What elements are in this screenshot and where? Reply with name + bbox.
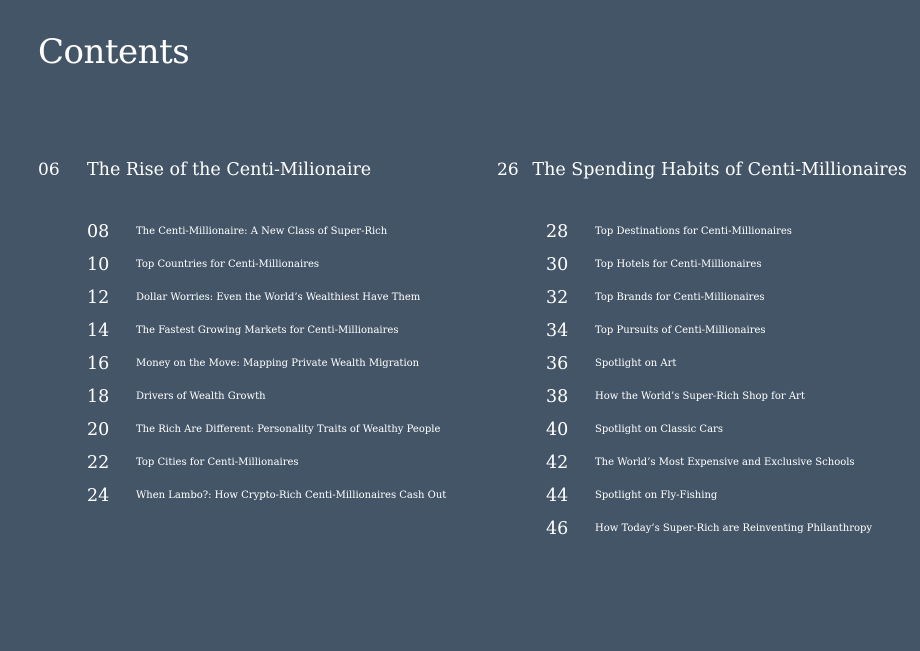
- entry-page-number: 34: [546, 320, 569, 341]
- entry-page-number: 16: [87, 353, 110, 374]
- page-title: Contents: [38, 32, 190, 72]
- entry-title: The World’s Most Expensive and Exclusive Schools: [595, 457, 855, 468]
- entry-title: Top Destinations for Centi-Millionaires: [595, 226, 792, 237]
- entry-page-number: 20: [87, 419, 110, 440]
- entry-page-number: 30: [546, 254, 569, 275]
- toc-entry[interactable]: [546, 512, 907, 545]
- entry-title: Top Brands for Centi-Millionaires: [595, 292, 765, 303]
- entry-page-number: 10: [87, 254, 110, 275]
- toc-entry[interactable]: [546, 413, 907, 446]
- entry-title: Spotlight on Art: [595, 358, 677, 369]
- entry-title: When Lambo?: How Crypto-Rich Centi-Millionaires Cash Out: [136, 490, 447, 501]
- entry-title: Top Countries for Centi-Millionaires: [136, 259, 320, 270]
- toc-entry[interactable]: [87, 314, 458, 347]
- entry-page-number: 14: [87, 320, 110, 341]
- entry-page-number: 32: [546, 287, 569, 308]
- entry-title: The Rich Are Different: Personality Traits of Wealthy People: [136, 424, 441, 435]
- toc-entry[interactable]: [87, 347, 458, 380]
- toc-entry[interactable]: [87, 281, 458, 314]
- toc-section-rise: [38, 160, 458, 512]
- section-header[interactable]: [38, 160, 458, 184]
- entry-page-number: 40: [546, 419, 569, 440]
- entry-page-number: 24: [87, 485, 110, 506]
- section-title: The Spending Habits of Centi-Millionaires: [532, 160, 907, 180]
- toc-section-spending: [497, 160, 907, 545]
- entry-title: Money on the Move: Mapping Private Wealth Migration: [136, 358, 420, 369]
- toc-entry[interactable]: [546, 215, 907, 248]
- entry-page-number: 44: [546, 485, 569, 506]
- entry-title: The Fastest Growing Markets for Centi-Millionaires: [136, 325, 399, 336]
- toc-entry[interactable]: [546, 380, 907, 413]
- toc-entry[interactable]: [87, 446, 458, 479]
- entry-page-number: 42: [546, 452, 569, 473]
- entry-page-number: 36: [546, 353, 569, 374]
- toc-entry[interactable]: [87, 413, 458, 446]
- toc-entry[interactable]: [546, 281, 907, 314]
- toc-entry[interactable]: [546, 446, 907, 479]
- toc-entry[interactable]: [87, 248, 458, 281]
- section-title: The Rise of the Centi-Milionaire: [87, 160, 372, 180]
- toc-entry[interactable]: [546, 347, 907, 380]
- entry-page-number: 08: [87, 221, 110, 242]
- entry-title: Top Pursuits of Centi-Millionaires: [595, 325, 766, 336]
- entry-page-number: 38: [546, 386, 569, 407]
- entry-title: How the World’s Super-Rich Shop for Art: [595, 391, 805, 402]
- entry-title: Top Hotels for Centi-Millionaires: [595, 259, 762, 270]
- toc-entry[interactable]: [546, 314, 907, 347]
- section-page-number: 26: [497, 160, 519, 180]
- entry-page-number: 22: [87, 452, 110, 473]
- entry-title: How Today’s Super-Rich are Reinventing Philanthropy: [595, 523, 873, 534]
- section-page-number: 06: [38, 160, 60, 180]
- entry-title: Top Cities for Centi-Millionaires: [136, 457, 299, 468]
- toc-entry[interactable]: [87, 215, 458, 248]
- entry-page-number: 12: [87, 287, 110, 308]
- toc-entry[interactable]: [546, 248, 907, 281]
- toc-entry-list: [87, 215, 458, 512]
- entry-title: Spotlight on Fly-Fishing: [595, 490, 718, 501]
- section-header[interactable]: [497, 160, 907, 184]
- entry-title: Drivers of Wealth Growth: [136, 391, 266, 402]
- entry-page-number: 18: [87, 386, 110, 407]
- entry-page-number: 28: [546, 221, 569, 242]
- entry-page-number: 46: [546, 518, 569, 539]
- entry-title: The Centi-Millionaire: A New Class of Super-Rich: [136, 226, 388, 237]
- toc-entry-list: [546, 215, 907, 545]
- entry-title: Dollar Worries: Even the World’s Wealthiest Have Them: [136, 292, 421, 303]
- toc-entry[interactable]: [546, 479, 907, 512]
- toc-entry[interactable]: [87, 380, 458, 413]
- entry-title: Spotlight on Classic Cars: [595, 424, 723, 435]
- toc-entry[interactable]: [87, 479, 458, 512]
